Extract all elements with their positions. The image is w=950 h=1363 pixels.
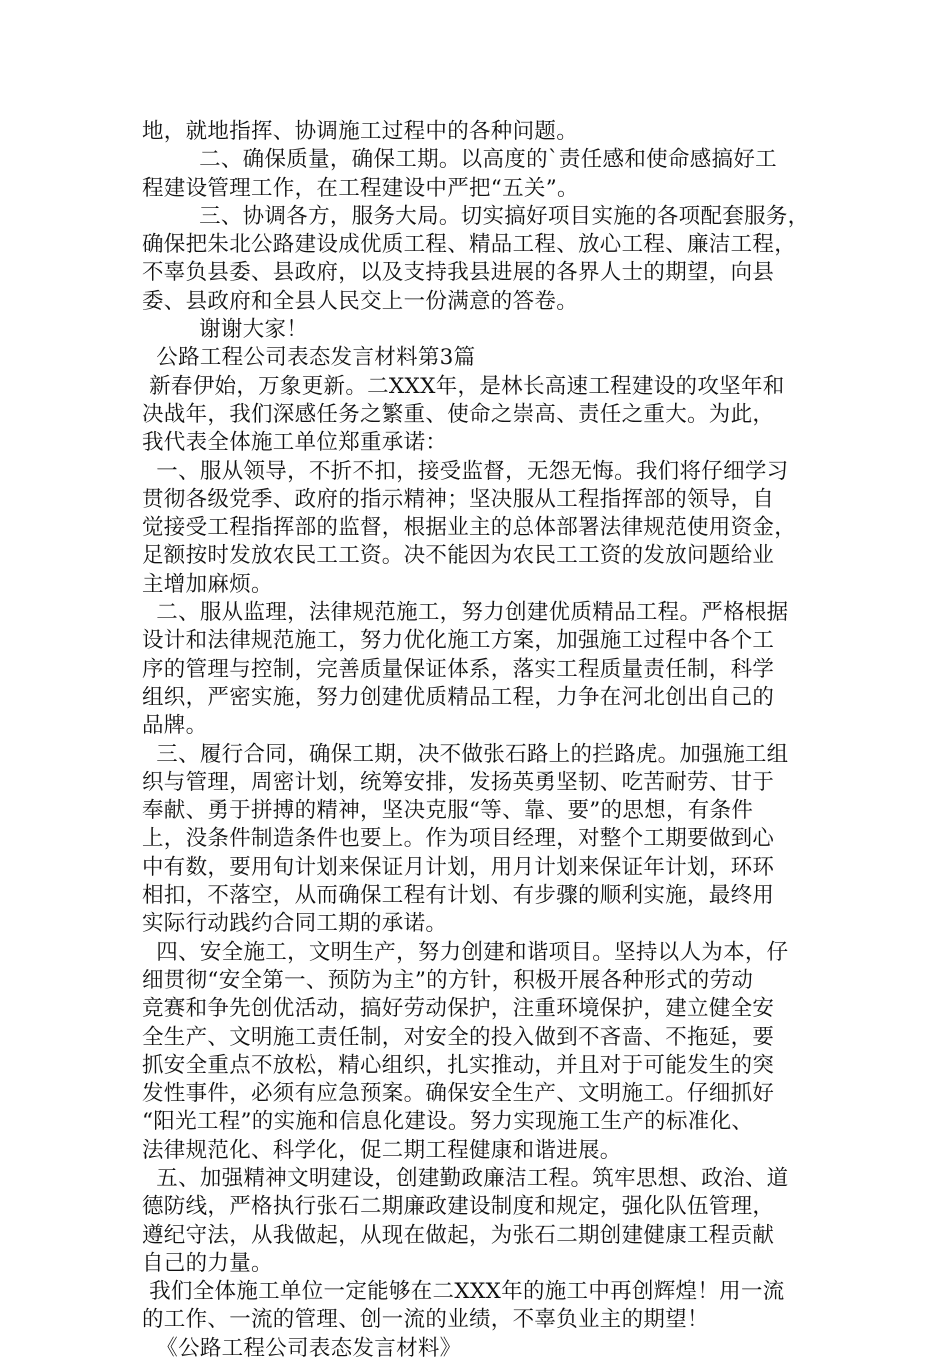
text-line: 谢谢大家！	[142, 317, 309, 343]
text-line: 抓安全重点不放松，精心组织，扎实推动，并且对于可能发生的突	[142, 1052, 775, 1078]
text-line: 织与管理，周密计划，统筹安排，发扬英勇坚韧、吃苦耐劳、甘于	[142, 769, 775, 795]
text-line: 上，没条件制造条件也要上。作为项目经理，对整个工期要做到心	[142, 826, 775, 852]
document-page	[142, 118, 832, 1363]
text-line: 觉接受工程指挥部的监督，根据业主的总体部署法律规范使用资金，	[142, 515, 797, 541]
text-line: 三、履行合同，确保工期，决不做张石路上的拦路虎。加强施工组	[142, 741, 789, 767]
text-line: 全生产、文明施工责任制，对安全的投入做到不吝啬、不拖延，要	[142, 1024, 775, 1050]
text-line: 五、加强精神文明建设，创建勤政廉洁工程。筑牢思想、政治、道	[142, 1165, 789, 1191]
text-line: 新春伊始，万象更新。二XXX年，是林长高速工程建设的攻坚年和	[142, 373, 785, 399]
text-line: 发性事件，必须有应急预案。确保安全生产、文明施工。仔细抓好	[142, 1081, 775, 1107]
text-line: 不辜负县委、县政府，以及支持我县进展的各界人士的期望，向县	[142, 260, 775, 286]
text-line: 品牌。	[142, 713, 208, 739]
text-line: 足额按时发放农民工工资。决不能因为农民工工资的发放问题给业	[142, 543, 775, 569]
text-line: 组织，严密实施，努力创建优质精品工程，力争在河北创出自己的	[142, 684, 775, 710]
section-title: 公路工程公司表态发言材料第3篇	[142, 345, 476, 371]
text-line: 二、服从监理，法律规范施工，努力创建优质精品工程。严格根据	[142, 600, 789, 626]
text-line: 二、确保质量，确保工期。以高度的`责任感和使命感搞好工	[142, 147, 777, 173]
text-line: 设计和法律规范施工，努力优化施工方案，加强施工过程中各个工	[142, 628, 775, 654]
text-line: 相扣，不落空，从而确保工程有计划、有步骤的顺利实施，最终用	[142, 883, 775, 909]
text-line: 四、安全施工，文明生产，努力创建和谐项目。坚持以人为本，仔	[142, 939, 789, 965]
text-line: 主增加麻烦。	[142, 571, 273, 597]
text-line: 中有数，要用旬计划来保证月计划，用月计划来保证年计划，环环	[142, 854, 775, 880]
text-line: 的工作、一流的管理、创一流的业绩，不辜负业主的期望！	[142, 1307, 709, 1333]
text-line: 我们全体施工单位一定能够在二XXX年的施工中再创辉煌！用一流	[142, 1279, 785, 1305]
document-title-footer: 《公路工程公司表态发言材料》	[142, 1335, 462, 1361]
text-line: 决战年，我们深感任务之繁重、使命之崇高、责任之重大。为此，	[142, 401, 775, 427]
text-line: 实际行动践约合同工期的承诺。	[142, 911, 448, 937]
text-line: 序的管理与控制，完善质量保证体系，落实工程质量责任制，科学	[142, 656, 775, 682]
text-line: 贯彻各级党季、政府的指示精神；坚决服从工程指挥部的领导，自	[142, 486, 775, 512]
text-line: 德防线，严格执行张石二期廉政建设制度和规定，强化队伍管理，	[142, 1194, 775, 1220]
text-line: 自己的力量。	[142, 1250, 273, 1276]
text-line: 竞赛和争先创优活动，搞好劳动保护，注重环境保护，建立健全安	[142, 996, 775, 1022]
text-line: “阳光工程”的实施和信息化建设。努力实现施工生产的标准化、	[142, 1109, 754, 1135]
text-line: 法律规范化、科学化，促二期工程健康和谐进展。	[142, 1137, 622, 1163]
text-line: 委、县政府和全县人民交上一份满意的答卷。	[142, 288, 579, 314]
text-line: 遵纪守法，从我做起，从现在做起，为张石二期创建健康工程贡献	[142, 1222, 775, 1248]
text-line: 细贯彻“安全第一、预防为主”的方针，积极开展各种形式的劳动	[142, 967, 754, 993]
text-line: 确保把朱北公路建设成优质工程、精品工程、放心工程、廉洁工程，	[142, 232, 797, 258]
text-line: 奉献、勇于拼搏的精神，坚决克服“等、靠、要”的思想，有条件	[142, 798, 754, 824]
text-line: 一、服从领导，不折不扣，接受监督，无怨无悔。我们将仔细学习	[142, 458, 789, 484]
text-line: 三、协调各方，服务大局。切实搞好项目实施的各项配套服务，	[142, 203, 810, 229]
text-line: 程建设管理工作，在工程建设中严把“五关”。	[142, 175, 579, 201]
text-line: 地，就地指挥、协调施工过程中的各种问题。	[142, 119, 579, 144]
text-line: 我代表全体施工单位郑重承诺：	[142, 430, 448, 456]
